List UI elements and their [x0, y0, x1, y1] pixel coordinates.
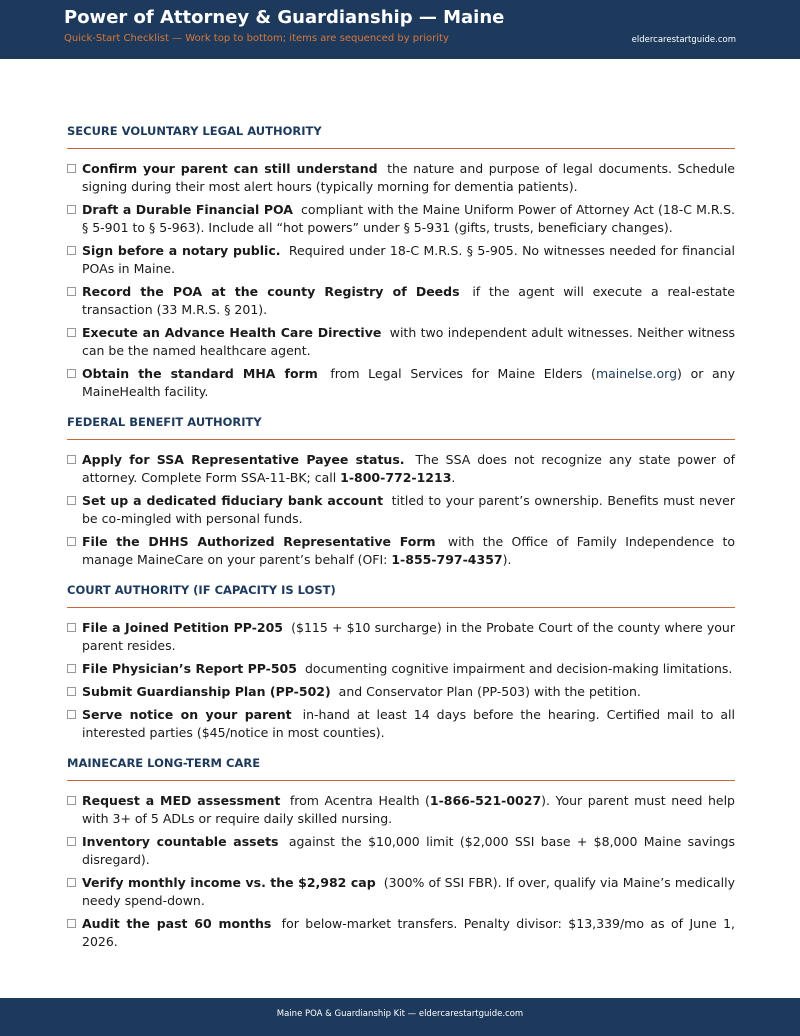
checklist-item: [67, 915, 735, 951]
checklist-item: [67, 365, 735, 401]
checkbox[interactable]: [67, 455, 76, 464]
checklist-item: [67, 706, 735, 742]
item-lead: Record the POA at the county Registry of Deeds: [82, 284, 460, 299]
item-text: against the $10,000 limit ($2,000 SSI base + $8,000 Maine savings disregard).: [82, 834, 736, 867]
item-text: with the Office of Family Independence to manage MaineCare on your parent’s behalf (OFI:: [82, 534, 735, 567]
page-subtitle: Quick-Start Checklist — Work top to bottom; items are sequenced by priority: [64, 33, 449, 44]
item-text: The SSA does not recognize any state power of attorney. Complete Form SSA-11-BK; call: [82, 452, 735, 485]
item-lead: Request a MED assessment: [82, 793, 281, 808]
section-divider: [67, 439, 735, 440]
checkbox[interactable]: [67, 687, 76, 696]
item-text: ($115 + $10 surcharge) in the Probate Court of the county where your parent resides.: [82, 620, 735, 653]
section-divider: [67, 780, 735, 781]
section-title: MAINECARE LONG-TERM CARE: [67, 756, 261, 770]
checkbox[interactable]: [67, 205, 76, 214]
phone-number: 1-855-797-4357: [391, 552, 503, 567]
item-text: titled to your parent’s ownership. Benefits must never be co-mingled with personal funds.: [82, 493, 735, 526]
checkbox[interactable]: [67, 328, 76, 337]
footer-bar: [0, 998, 800, 1036]
checkbox[interactable]: [67, 369, 76, 378]
section-title: SECURE VOLUNTARY LEGAL AUTHORITY: [67, 124, 322, 138]
phone-number: 1-800-772-1213: [340, 470, 452, 485]
item-text: compliant with the Maine Uniform Power of Attorney Act (18-C M.R.S. § 5-901 to § 5-963). Include all “hot powers” under § 5-931 (gifts, trusts, beneficiary changes).: [82, 202, 735, 235]
checklist-item: [67, 160, 735, 196]
item-lead: Execute an Advance Health Care Directive: [82, 325, 382, 340]
checklist-item: [67, 283, 735, 319]
item-lead: Audit the past 60 months: [82, 916, 272, 931]
item-text: if the agent will execute a real-estate transaction (33 M.R.S. § 201).: [82, 284, 735, 317]
item-text: for below-market transfers. Penalty divisor: $13,339/mo as of June 1, 2026.: [82, 916, 735, 949]
site-link[interactable]: eldercarestartguide.com: [631, 35, 736, 45]
checklist-section: [67, 574, 735, 742]
item-lead: Serve notice on your parent: [82, 707, 292, 722]
footer-text: Maine POA & Guardianship Kit — eldercarestartguide.com: [276, 1009, 524, 1019]
checklist-section: [67, 115, 735, 401]
checklist-item: [67, 874, 735, 910]
header-bar: [0, 0, 800, 59]
phone-number: 1-866-521-0027: [429, 793, 542, 808]
item-lead: Confirm your parent can still understand: [82, 161, 378, 176]
item-text-end: .: [451, 470, 456, 485]
checkbox[interactable]: [67, 796, 76, 805]
item-text: the nature and purpose of legal documents. Schedule signing during their most alert hours (typically morning for dementia patients).: [82, 161, 736, 194]
checkbox[interactable]: [67, 496, 76, 505]
checklist-item: [67, 833, 735, 869]
section-divider: [67, 607, 735, 608]
item-lead: Sign before a notary public.: [82, 243, 281, 258]
item-lead: Obtain the standard MHA form: [82, 366, 318, 381]
item-lead: File the DHHS Authorized Representative Form: [82, 534, 436, 549]
section-title: COURT AUTHORITY (IF CAPACITY IS LOST): [67, 583, 336, 597]
checklist-item: [67, 660, 735, 678]
checklist-item: [67, 619, 735, 655]
checklist-item: [67, 533, 735, 569]
item-lead: Verify monthly income vs. the $2,982 cap: [82, 875, 376, 890]
checkbox[interactable]: [67, 664, 76, 673]
checkbox[interactable]: [67, 287, 76, 296]
checkbox[interactable]: [67, 246, 76, 255]
checklist-item: [67, 683, 735, 701]
item-link[interactable]: mainelse.org: [595, 366, 678, 381]
checklist-section: [67, 747, 735, 951]
checklist-item: [67, 792, 735, 828]
checkbox[interactable]: [67, 164, 76, 173]
checklist-item: [67, 242, 735, 278]
item-lead: Inventory countable assets: [82, 834, 279, 849]
item-text-end: ). Your parent must need help with 3+ of 5 ADLs or require daily skilled nursing.: [82, 793, 735, 826]
checkbox[interactable]: [67, 837, 76, 846]
item-lead: File a Joined Petition PP-205: [82, 620, 283, 635]
checkbox[interactable]: [67, 537, 76, 546]
item-text: in-hand at least 14 days before the hearing. Certified mail to all interested parties ($45/notice in most counties).: [82, 707, 735, 740]
page-title: Power of Attorney & Guardianship — Maine: [64, 7, 505, 28]
item-lead: Draft a Durable Financial POA: [82, 202, 293, 217]
item-text: Required under 18-C M.R.S. § 5-905. No witnesses needed for financial POAs in Maine.: [82, 243, 735, 276]
section-title: FEDERAL BENEFIT AUTHORITY: [67, 415, 262, 429]
item-text: from Acentra Health (: [284, 793, 430, 808]
item-text: with two independent adult witnesses. Neither witness can be the named healthcare agent.: [82, 325, 736, 358]
checkbox[interactable]: [67, 710, 76, 719]
item-lead: File Physician’s Report PP-505: [82, 661, 297, 676]
item-lead: Apply for SSA Representative Payee status.: [82, 452, 405, 467]
checkbox[interactable]: [67, 623, 76, 632]
item-text: documenting cognitive impairment and decision-making limitations.: [300, 661, 733, 676]
item-lead: Submit Guardianship Plan (PP-502): [82, 684, 331, 699]
checklist-item: [67, 201, 735, 237]
checkbox[interactable]: [67, 878, 76, 887]
item-lead: Set up a dedicated fiduciary bank account: [82, 493, 384, 508]
item-text-end: ) or any MaineHealth facility.: [82, 366, 736, 399]
checklist-content: [67, 115, 735, 956]
checklist-item: [67, 324, 735, 360]
checklist-item: [67, 451, 735, 487]
checkbox[interactable]: [67, 919, 76, 928]
item-text: and Conservator Plan (PP-503) with the petition.: [334, 684, 641, 699]
checklist-item: [67, 492, 735, 528]
checklist-section: [67, 406, 735, 569]
item-text: (300% of SSI FBR). If over, qualify via Maine’s medically needy spend-down.: [82, 875, 735, 908]
section-divider: [67, 148, 735, 149]
item-text: from Legal Services for Maine Elders (: [321, 366, 596, 381]
item-text-end: ).: [502, 552, 512, 567]
